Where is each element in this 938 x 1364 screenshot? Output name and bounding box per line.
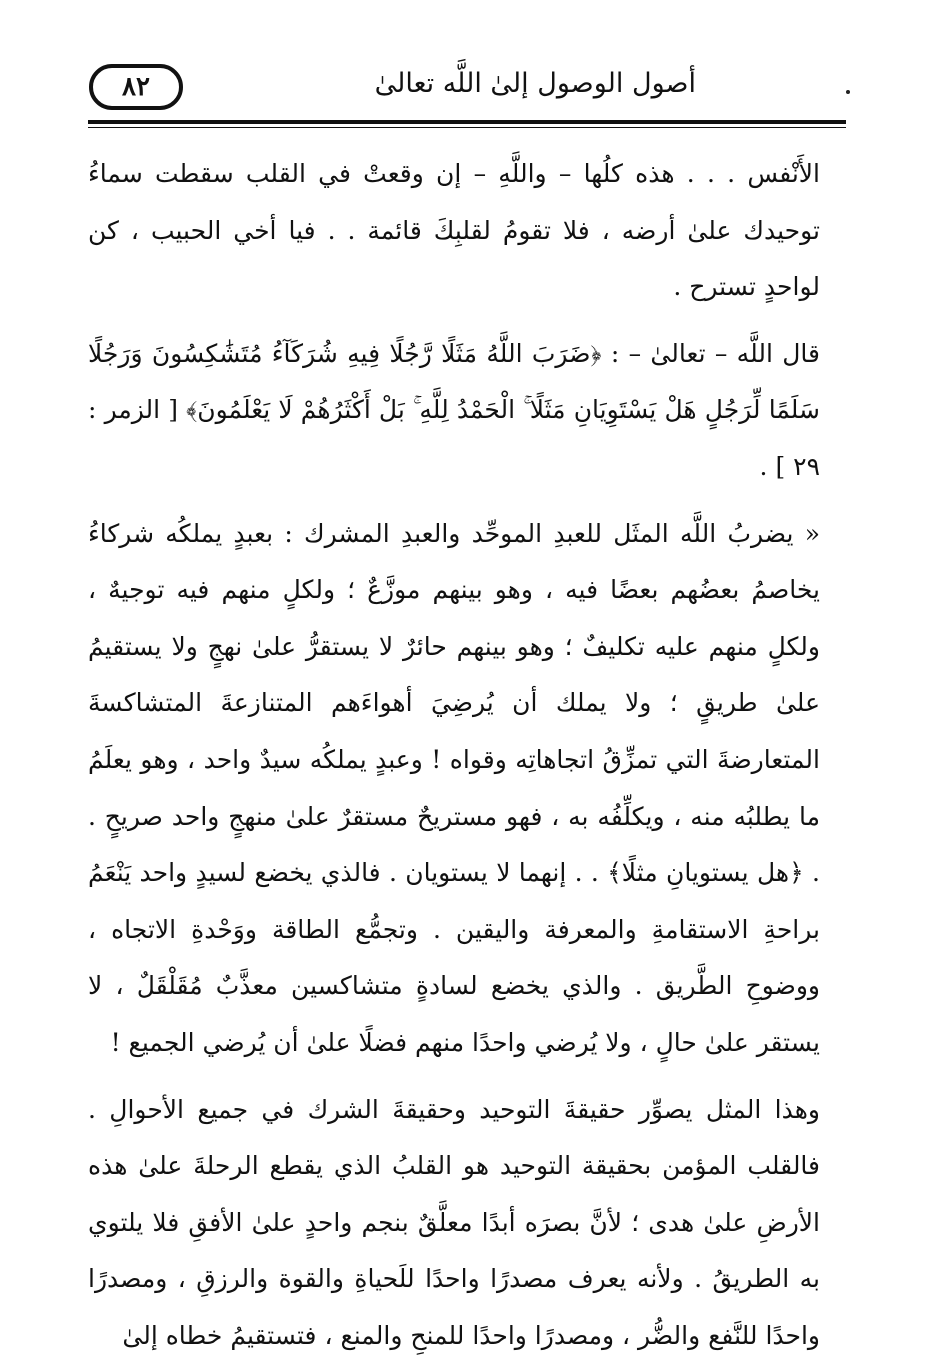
page-number: ٨٢ xyxy=(122,72,150,102)
header-rule-thin xyxy=(88,127,846,128)
page-number-badge xyxy=(88,62,184,112)
paragraph-3-quotation: « يضربُ اللَّه المثَل للعبدِ الموحِّد والعبدِ المشرك : بعبدٍ يملكُه شركاءُ يخاصمُ بعضُهم بعضًا فيه ، وهو بينهم موزَّعٌ ؛ ولكلٍ منهم فيه توجيهٌ ، ولكلٍ منهم عليه تكليفٌ ؛ وهو بينهم حائرٌ لا يستقرُّ علىٰ نهجٍ ولا يستقيمُ علىٰ طريقٍ ؛ ولا يملك أن يُرضِيَ أهواءَهم المتنازعةَ المتشاكسةَ المتعارضةَ التي تمزِّقُ اتجاهاتِه وقواه ! وعبدٍ يملكُه سيدٌ واحد ، وهو يعلَمُ ما يطلبُه منه ، ويكلِّفُه به ، فهو مستريحٌ مستقرٌ علىٰ منهجٍ واحد صريحٍ . . ﴿هل يستويانِ مثلًا﴾ . . إنهما لا يستويان . فالذي يخضع لسيدٍ واحد يَنْعَمُ براحةِ الاستقامةِ والمعرفة واليقين . وتجمُّع الطاقة ووَحْدةِ الاتجاه ، ووضوحِ الطَّريق . والذي يخضع لسادةٍ متشاكسين معذَّبٌ مُقَلْقَلٌ ، لا يستقر علىٰ حالٍ ، ولا يُرضي واحدًا منهم فضلًا علىٰ أن يُرضي الجميع ! xyxy=(88,506,820,1072)
body-text xyxy=(88,146,820,1364)
print-speck xyxy=(846,90,850,94)
page-header xyxy=(88,62,846,124)
running-title: أصول الوصول إلىٰ اللَّه تعالىٰ xyxy=(375,68,696,99)
paragraph-1: الأَنْفس . . . هذه كلُها – واللَّهِ – إن وقعتْ في القلب سقطت سماءُ توحيدك علىٰ أرضه ، فلا تقومُ لقلبِكَ قائمة . . فيا أخي الحبيب ، كن لواحدٍ تسترح . xyxy=(88,146,820,316)
header-rule-thick xyxy=(88,120,846,124)
paragraph-4: وهذا المثل يصوِّر حقيقةَ التوحيد وحقيقةَ الشرك في جميع الأحوالِ . فالقلب المؤمن بحقيقة التوحيد هو القلبُ الذي يقطع الرحلةَ علىٰ هذه الأرضِ علىٰ هدى ؛ لأنَّ بصرَه أبدًا معلَّقٌ بنجم واحدٍ علىٰ الأفقِ فلا يلتوي به الطريقُ . ولأنه يعرف مصدرًا واحدًا للَحياةِ والقوة والرزقِ ، ومصدرًا واحدًا للنَّفع والضُّر ، ومصدرًا واحدًا للمنحِ والمنع ، فتستقيمُ خطاه إلىٰ xyxy=(88,1082,820,1364)
paragraph-2-quran-citation: قال اللَّه – تعالىٰ – : ﴿ضَرَبَ اللَّهُ مَثَلًا رَّجُلًا فِيهِ شُرَكَآءُ مُتَشَٰكِسُونَ وَرَجُلًا سَلَمًا لِّرَجُلٍ هَلْ يَسْتَوِيَانِ مَثَلًا ۚ الْحَمْدُ لِلَّهِ ۚ بَلْ أَكْثَرُهُمْ لَا يَعْلَمُونَ﴾ [ الزمر : ٢٩ ] . xyxy=(88,326,820,496)
